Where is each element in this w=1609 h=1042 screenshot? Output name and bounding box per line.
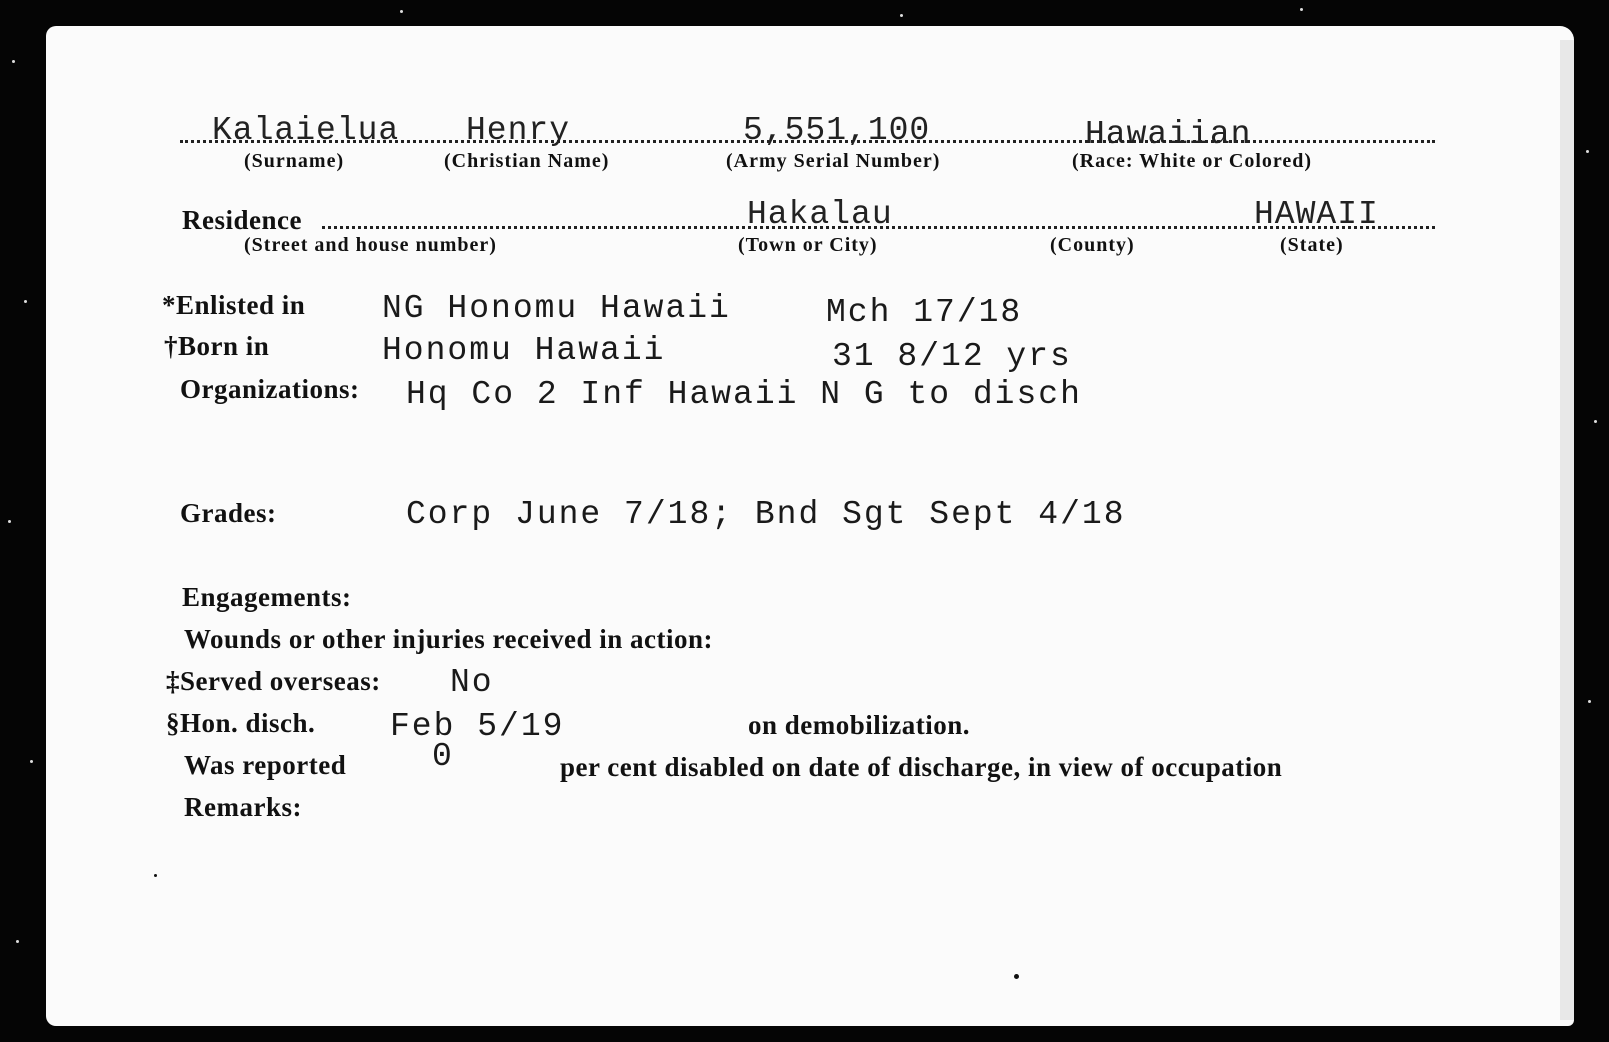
scan-speck <box>8 520 11 523</box>
scan-speck <box>1014 974 1019 979</box>
town-caption: (Town or City) <box>738 234 878 256</box>
residence-town-value: Hakalau <box>747 196 893 233</box>
card-edge <box>1560 40 1574 1020</box>
discharge-suffix: on demobilization. <box>748 710 971 740</box>
scan-speck <box>1588 700 1591 703</box>
overseas-label: ‡Served overseas: <box>166 666 381 696</box>
enlisted-place: NG Honomu Hawaii <box>382 290 731 327</box>
street-caption: (Street and house number) <box>244 234 497 256</box>
county-caption: (County) <box>1050 234 1135 256</box>
scan-speck <box>30 760 33 763</box>
grades-value: Corp June 7/18; Bnd Sgt Sept 4/18 <box>406 496 1126 533</box>
serial-number-value: 5,551,100 <box>743 112 931 149</box>
surname-value: Kalaielua <box>212 112 400 149</box>
scan-speck <box>1586 150 1589 153</box>
scan-speck <box>1300 8 1303 11</box>
enlisted-label: *Enlisted in <box>162 290 306 320</box>
race-caption: (Race: White or Colored) <box>1072 150 1313 172</box>
christian-name-caption: (Christian Name) <box>444 150 610 172</box>
disability-value: 0 <box>432 738 454 775</box>
discharge-label: §Hon. disch. <box>166 708 316 738</box>
discharge-date: Feb 5/19 <box>390 708 565 745</box>
state-caption: (State) <box>1280 234 1344 256</box>
scan-speck <box>12 60 15 63</box>
scan-speck <box>16 940 19 943</box>
race-value: Hawaiian <box>1085 116 1252 153</box>
scan-speck <box>1594 420 1597 423</box>
grades-label: Grades: <box>180 498 277 528</box>
disability-label: Was reported <box>184 750 347 780</box>
born-place: Honomu Hawaii <box>382 332 666 369</box>
scan-speck <box>400 10 403 13</box>
born-age: 31 8/12 yrs <box>832 338 1072 375</box>
surname-caption: (Surname) <box>244 150 345 172</box>
remarks-label: Remarks: <box>184 792 302 822</box>
christian-name-value: Henry <box>466 112 571 149</box>
disability-suffix: per cent disabled on date of discharge, in view of occupation <box>560 752 1283 782</box>
enlisted-date: Mch 17/18 <box>826 294 1023 331</box>
organizations-value: Hq Co 2 Inf Hawaii N G to disch <box>406 376 1082 413</box>
residence-label: Residence <box>182 205 302 235</box>
serial-caption: (Army Serial Number) <box>726 150 941 172</box>
engagements-label: Engagements: <box>182 582 352 612</box>
scan-speck <box>24 300 27 303</box>
scan-speck <box>154 874 157 877</box>
overseas-value: No <box>450 664 494 701</box>
born-label: †Born in <box>164 331 270 361</box>
residence-state-value: HAWAII <box>1254 196 1379 233</box>
scan-speck <box>900 14 903 17</box>
wounds-label: Wounds or other injuries received in action: <box>184 624 714 654</box>
organizations-label: Organizations: <box>180 374 360 404</box>
